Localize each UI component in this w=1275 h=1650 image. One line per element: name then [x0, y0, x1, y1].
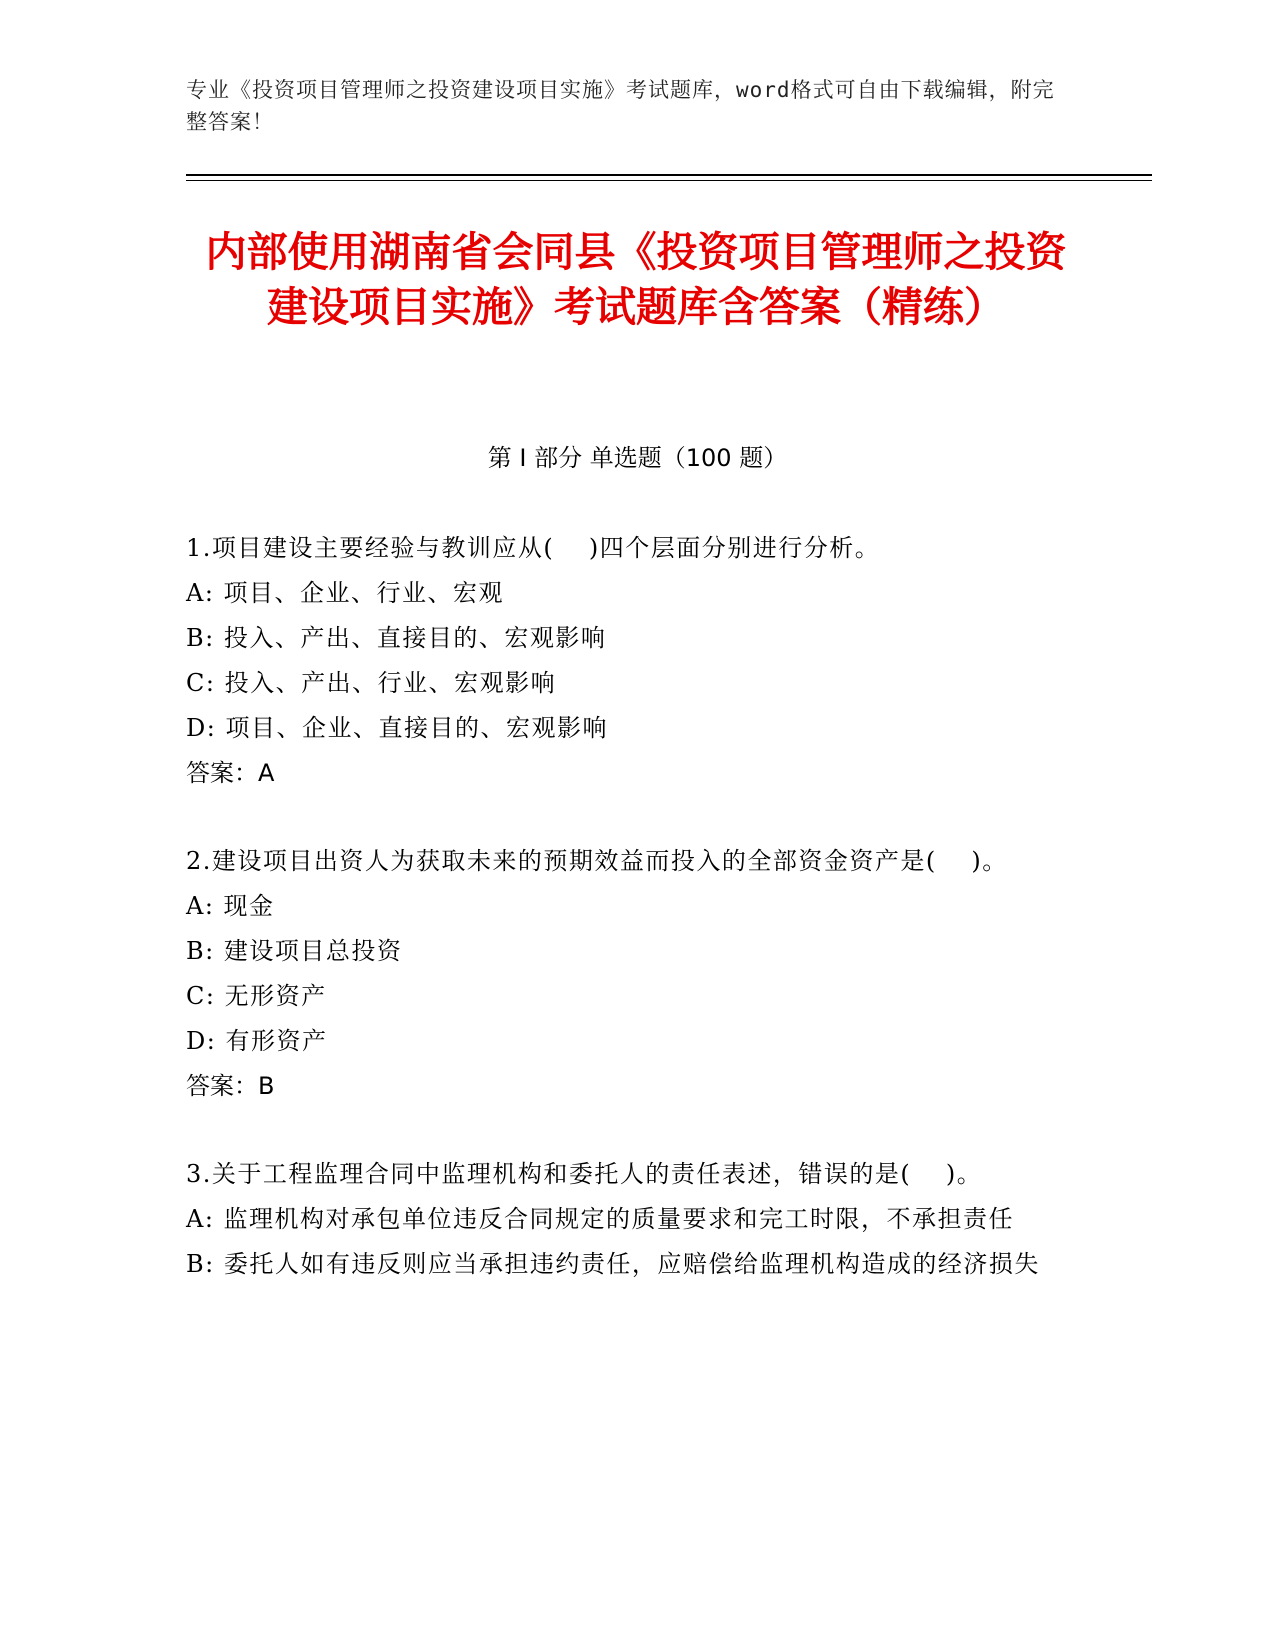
question-list: [186, 526, 1066, 1330]
question-3: [186, 1152, 1066, 1287]
option-b: B: 建设项目总投资: [186, 937, 403, 965]
section-title: 第 I 部分 单选题（100 题）: [487, 444, 788, 472]
question-stem: 2.建设项目出资人为获取未来的预期效益而投入的全部资金资产是( )。: [186, 847, 1008, 875]
option-a: A: 监理机构对承包单位违反合同规定的质量要求和完工时限，不承担责任: [186, 1205, 1015, 1233]
question-stem: 1.项目建设主要经验与教训应从( )四个层面分别进行分析。: [186, 534, 881, 562]
question-1: [186, 526, 1066, 796]
option-d: D: 项目、企业、直接目的、宏观影响: [186, 714, 608, 742]
header-note: 专业《投资项目管理师之投资建设项目实施》考试题库，word格式可自由下载编辑，附完整答案！: [186, 78, 1055, 134]
header-divider-thin: [186, 180, 1152, 181]
answer: 答案：B: [186, 1072, 275, 1100]
option-b: B: 委托人如有违反则应当承担违约责任，应赔偿给监理机构造成的经济损失: [186, 1250, 1040, 1278]
option-c: C: 无形资产: [186, 982, 327, 1010]
question-2: [186, 839, 1066, 1109]
option-c: C: 投入、产出、行业、宏观影响: [186, 669, 557, 697]
document-title: 内部使用湖南省会同县《投资项目管理师之投资建设项目实施》考试题库含答案（精练）: [205, 228, 1067, 331]
question-stem: 3.关于工程监理合同中监理机构和委托人的责任表述，错误的是( )。: [186, 1160, 983, 1188]
option-a: A: 现金: [186, 892, 275, 920]
answer: 答案：A: [186, 759, 275, 787]
option-d: D: 有形资产: [186, 1027, 328, 1055]
header-divider: [186, 174, 1152, 176]
option-a: A: 项目、企业、行业、宏观: [186, 579, 505, 607]
option-b: B: 投入、产出、直接目的、宏观影响: [186, 624, 607, 652]
